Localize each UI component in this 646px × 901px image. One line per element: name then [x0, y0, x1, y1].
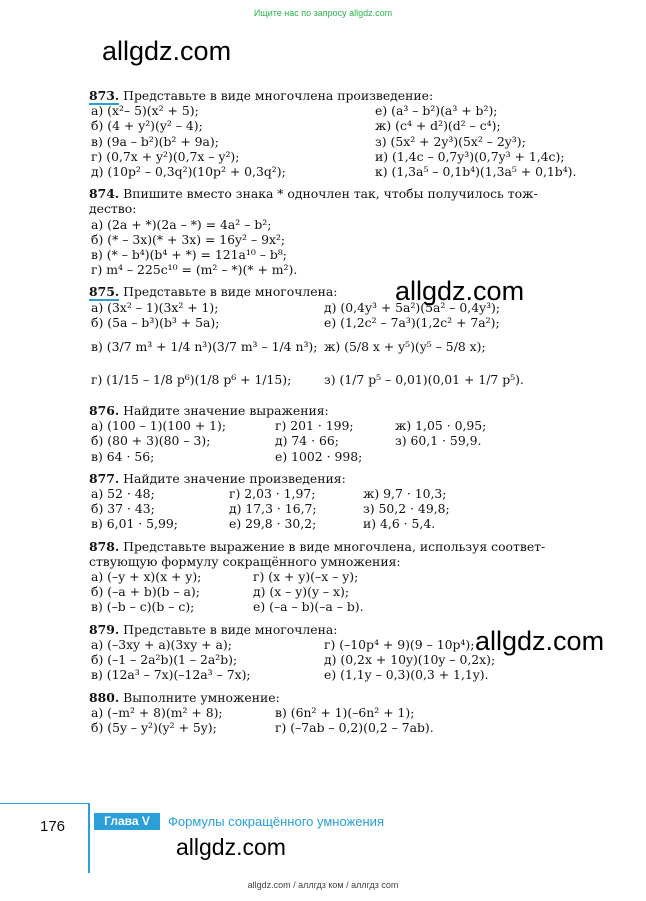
problem-item: б) (5a – b³)(b³ + 5a); — [91, 314, 220, 330]
watermark: allgdz.com — [395, 276, 525, 306]
problem-item: е) (1,1y – 0,3)(0,3 + 1,1y). — [324, 667, 489, 683]
problem-item: а) (3x² – 1)(3x² + 1); — [91, 299, 219, 315]
footer-divider — [88, 803, 90, 873]
problem-item: а) (2a + *)(2a – *) = 4a² – b²; — [91, 216, 272, 232]
page-number: 176 — [40, 818, 66, 835]
problem-item: е) (1,2c² – 7a³)(1,2c² + 7a²); — [324, 314, 500, 330]
problem-874 — [89, 186, 609, 277]
problem-item: г) 201 · 199; — [275, 418, 354, 434]
problem-number: 874. — [89, 186, 120, 202]
problem-875 — [89, 284, 609, 396]
problem-item: в) (6n² + 1)(–6n² + 1); — [275, 704, 415, 720]
problem-item: е) (a³ – b²)(a³ + b²); — [375, 103, 498, 119]
watermark: allgdz.com — [176, 834, 286, 860]
problem-item: в) 64 · 56; — [91, 448, 155, 464]
problem-item-fraction: г) (1/15 – 1/8 p⁶)(1/8 p⁶ + 1/15); — [91, 372, 292, 388]
problem-873 — [89, 88, 609, 179]
problem-item-fraction: в) (3/7 m³ + 1/4 n³)(3/7 m³ – 1/4 n³); — [91, 339, 318, 355]
problem-item: а) (–m² + 8)(m² + 8); — [91, 704, 223, 720]
chapter-title: Формулы сокращённого умножения — [168, 814, 384, 829]
problem-item: и) (1,4c – 0,7y³)(0,7y³ + 1,4c); — [375, 148, 565, 164]
problem-item: з) 50,2 · 49,8; — [363, 501, 450, 517]
footer-divider — [0, 803, 90, 804]
problem-item: г) (x + y)(–x – y); — [253, 569, 359, 585]
problem-item: д) (0,4y³ + 5a²)(5a² – 0,4y³); — [324, 299, 501, 315]
problem-item: ж) 1,05 · 0,95; — [395, 418, 487, 434]
problem-item: б) (–1 – 2a²b)(1 – 2a²b); — [91, 652, 238, 668]
problems-list — [89, 88, 609, 742]
problem-item: д) (x – y)(y – x); — [253, 584, 350, 600]
problem-text: Представьте выражение в виде многочлена, используя соответ- — [123, 538, 546, 554]
top-search-link[interactable]: Ищите нас по запросу allgdz.com — [253, 8, 393, 18]
problem-number: 879. — [89, 621, 120, 637]
problem-text: Впишите вместо знака * одночлен так, чтобы получилось тож- — [123, 186, 538, 202]
problem-text: Представьте в виде многочлена: — [123, 284, 338, 300]
problem-item: з) 60,1 · 59,9. — [395, 433, 482, 449]
problem-item: к) (1,3a⁵ – 0,1b⁴)(1,3a⁵ + 0,1b⁴). — [375, 164, 577, 180]
watermark: allgdz.com — [102, 36, 232, 66]
chapter-label: Глава V — [94, 813, 160, 830]
problem-878 — [89, 539, 609, 615]
problem-item-fraction: ж) (5/8 x + y⁵)(y⁵ – 5/8 x); — [324, 339, 486, 355]
problem-number: 876. — [89, 403, 120, 419]
problem-item: ж) 9,7 · 10,3; — [363, 486, 447, 502]
problem-item: а) (–3xy + a)(3xy + a); — [91, 636, 232, 652]
problem-item: е) 29,8 · 30,2; — [229, 516, 317, 532]
problem-text-continued: дество: — [89, 201, 137, 217]
problem-877 — [89, 471, 609, 532]
watermark: allgdz.com — [475, 626, 605, 656]
problem-text: Представьте в виде многочлена: — [123, 621, 338, 637]
problem-item: в) 6,01 · 5,99; — [91, 516, 178, 532]
problem-text-continued: ствующую формулу сокращённого умножения: — [89, 553, 401, 569]
problem-880 — [89, 690, 609, 736]
problem-879 — [89, 622, 609, 683]
problem-text: Выполните умножение: — [123, 689, 280, 705]
problem-item: б) (80 + 3)(80 – 3); — [91, 433, 211, 449]
problem-text: Найдите значение произведения: — [123, 470, 346, 486]
problem-item: д) (10p² – 0,3q²)(10p² + 0,3q²); — [91, 164, 286, 180]
problem-item-fraction: з) (1/7 p⁵ – 0,01)(0,01 + 1/7 p⁵). — [324, 372, 524, 388]
problem-item: и) 4,6 · 5,4. — [363, 516, 436, 532]
problem-number: 878. — [89, 538, 120, 554]
problem-item: е) 1002 · 998; — [275, 448, 363, 464]
problem-item: д) 17,3 · 16,7; — [229, 501, 317, 517]
problem-item: в) (* – b⁴)(b⁴ + *) = 121a¹⁰ – b⁸; — [91, 247, 287, 263]
problem-item: ж) (c⁴ + d²)(d² – c⁴); — [375, 118, 501, 134]
problem-item: в) (–b – c)(b – c); — [91, 599, 195, 615]
problem-item: в) (12a³ – 7x)(–12a³ – 7x); — [91, 667, 251, 683]
problem-text: Представьте в виде многочлена произведение: — [123, 88, 434, 103]
problem-item: б) 37 · 43; — [91, 501, 155, 517]
problem-item: б) (5y – y²)(y² + 5y); — [91, 719, 217, 735]
problem-item: г) (–7ab – 0,2)(0,2 – 7ab). — [275, 719, 434, 735]
problem-item: з) (5x² + 2y³)(5x² – 2y³); — [375, 133, 526, 149]
problem-item: а) 52 · 48; — [91, 486, 155, 502]
problem-item: б) (4 + y²)(y² – 4); — [91, 118, 203, 134]
problem-876 — [89, 403, 609, 464]
bottom-link[interactable]: allgdz.com / аллгдз ком / аллгдз com — [247, 880, 399, 890]
problem-number: 873. — [89, 88, 120, 103]
problem-item: а) (100 – 1)(100 + 1); — [91, 418, 227, 434]
problem-number: 877. — [89, 470, 120, 486]
problem-item: г) m⁴ – 225c¹⁰ = (m² – *)(* + m²). — [91, 262, 298, 278]
problem-number: 875. — [89, 284, 120, 300]
problem-item: а) (x²– 5)(x² + 5); — [91, 103, 199, 119]
problem-item: г) (–10p⁴ + 9)(9 – 10p⁴); — [324, 636, 475, 652]
problem-item: б) (* – 3x)(* + 3x) = 16y² – 9x²; — [91, 231, 286, 247]
problem-item: д) 74 · 66; — [275, 433, 339, 449]
problem-item: а) (–y + x)(x + y); — [91, 569, 202, 585]
problem-item: в) (9a – b²)(b² + 9a); — [91, 133, 219, 149]
problem-number: 880. — [89, 689, 120, 705]
problem-item: е) (–a – b)(–a – b). — [253, 599, 364, 615]
problem-item: г) (0,7x + y²)(0,7x – y²); — [91, 148, 240, 164]
problem-item: г) 2,03 · 1,97; — [229, 486, 316, 502]
problem-item: б) (–a + b)(b – a); — [91, 584, 200, 600]
problem-text: Найдите значение выражения: — [123, 403, 329, 419]
problem-item: д) (0,2x + 10y)(10y – 0,2x); — [324, 652, 496, 668]
